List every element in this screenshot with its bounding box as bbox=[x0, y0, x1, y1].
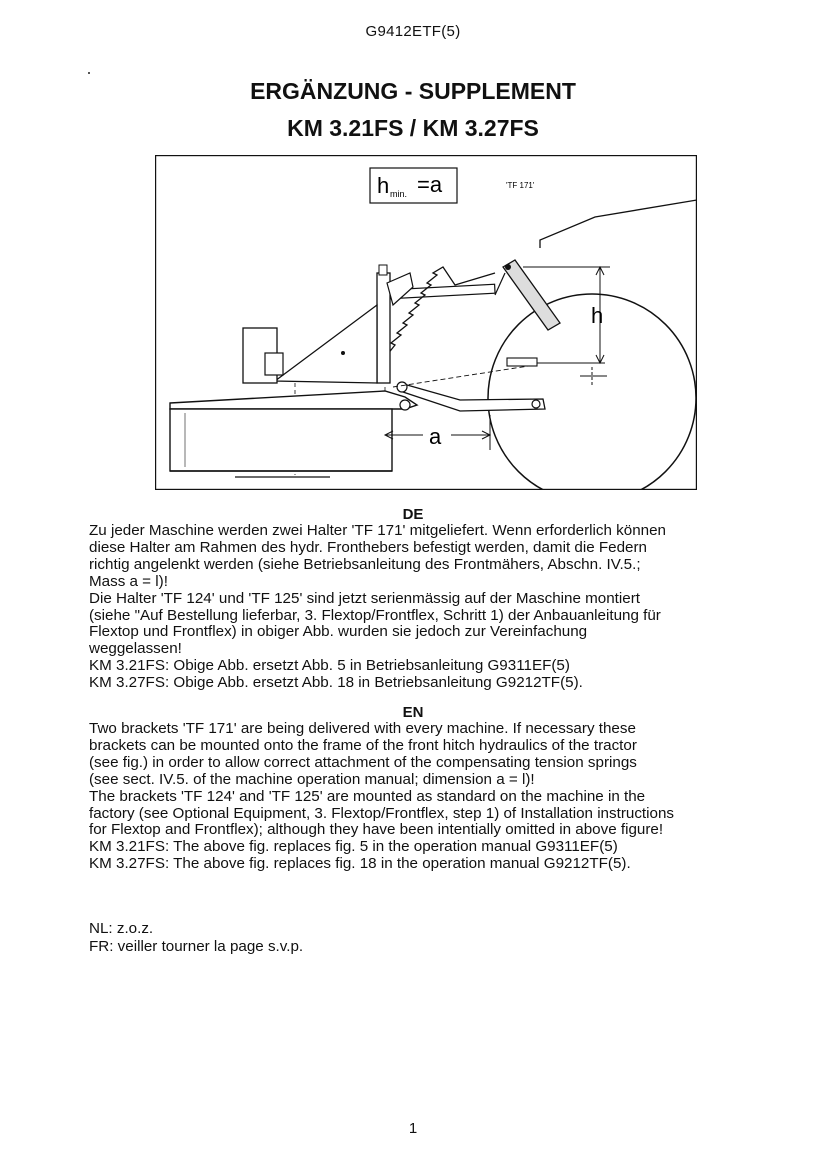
page-subtitle: KM 3.21FS / KM 3.27FS bbox=[287, 115, 539, 141]
en-line: The brackets 'TF 124' and 'TF 125' are mounted as standard on the machine in the bbox=[89, 787, 646, 805]
de-line: richtig angelenkt werden (siehe Betriebsanleitung des Frontmähers, Abschn. IV.5.; bbox=[89, 555, 641, 573]
lower-link-pin bbox=[532, 400, 540, 408]
en-line: KM 3.27FS: The above fig. replaces fig. 18 in the operation manual G9212TF(5). bbox=[89, 855, 631, 873]
page-title: ERGÄNZUNG - SUPPLEMENT bbox=[250, 78, 576, 104]
mast-plate bbox=[387, 273, 413, 305]
frame-triangle bbox=[275, 305, 377, 383]
de-line: Mass a = l)! bbox=[89, 572, 168, 590]
en-line: factory (see Optional Equipment, 3. Flextop/Frontflex, step 1) of Installation instructions bbox=[89, 804, 675, 822]
en-line: (see sect. IV.5. of the machine operation manual; dimension a = l)! bbox=[89, 770, 535, 788]
language-notes bbox=[89, 920, 303, 956]
hmin-label-sub: min. bbox=[390, 189, 408, 199]
note-nl: NL: z.o.z. bbox=[89, 920, 154, 937]
mower-diagram bbox=[155, 155, 697, 490]
german-text bbox=[89, 523, 759, 692]
frame-dot bbox=[341, 351, 345, 355]
tf171-bolt bbox=[505, 264, 511, 270]
hmin-label-h: h bbox=[377, 173, 390, 198]
dashed-link-line bbox=[393, 365, 535, 387]
a-dimension-label: a bbox=[429, 424, 442, 449]
de-line: KM 3.27FS: Obige Abb. ersetzt Abb. 18 in Betriebsanleitung G9212TF(5). bbox=[89, 674, 583, 692]
lower-link-pivot bbox=[397, 382, 407, 392]
de-line: Die Halter 'TF 124' und 'TF 125' sind jetzt serienmässig auf der Maschine montiert bbox=[89, 589, 640, 607]
scan-speck bbox=[88, 72, 90, 74]
de-line: (siehe "Auf Bestellung lieferbar, 3. Flextop/Frontflex, Schritt 1) der Anbauanleitung für bbox=[89, 606, 661, 624]
section-heading-en: EN bbox=[402, 704, 424, 721]
document-code: G9412ETF(5) bbox=[365, 23, 461, 40]
de-line: Flextop und Frontflex) in obiger Abb. wurden sie jedoch zur Vereinfachung bbox=[89, 623, 588, 641]
de-line: KM 3.21FS: Obige Abb. ersetzt Abb. 5 in Betriebsanleitung G9311EF(5) bbox=[89, 657, 570, 675]
note-fr: FR: veiller tourner la page s.v.p. bbox=[89, 938, 304, 955]
section-heading-de: DE bbox=[402, 506, 424, 523]
de-line: diese Halter am Rahmen des hydr. Fronthebers befestigt werden, damit die Federn bbox=[89, 538, 648, 556]
gearbox-cap bbox=[265, 353, 283, 375]
de-line: Zu jeder Maschine werden zwei Halter 'TF 171' mitgeliefert. Wenn erforderlich können bbox=[89, 522, 666, 539]
mower-drum bbox=[170, 409, 392, 471]
mast-top bbox=[379, 265, 387, 275]
en-line: brackets can be mounted onto the frame of the front hitch hydraulics of the tractor bbox=[89, 736, 637, 754]
lower-link bbox=[400, 383, 545, 411]
hmin-label-eq: =a bbox=[417, 172, 443, 197]
en-line: (see fig.) in order to allow correct attachment of the compensating tension springs bbox=[89, 753, 637, 771]
deck-pivot bbox=[400, 400, 410, 410]
tf171-bracket bbox=[503, 260, 560, 330]
en-line: for Flextop and Frontflex); although they have been intentially omitted in above figure! bbox=[89, 821, 664, 839]
en-line: KM 3.21FS: The above fig. replaces fig. 5 in the operation manual G9311EF(5) bbox=[89, 838, 618, 856]
en-line: Two brackets 'TF 171' are being delivered with every machine. If necessary these bbox=[89, 720, 636, 737]
de-line: weggelassen! bbox=[89, 640, 182, 658]
english-text bbox=[89, 721, 759, 873]
tf171-label: 'TF 171' bbox=[506, 181, 535, 190]
mower-attachment-figure bbox=[155, 155, 697, 490]
cylinder-link bbox=[495, 273, 505, 295]
h-dimension-label: h bbox=[591, 303, 604, 328]
mast bbox=[377, 273, 390, 383]
bracket-fitting bbox=[507, 358, 537, 366]
page-number: 1 bbox=[408, 1120, 418, 1137]
tractor-hood bbox=[540, 200, 697, 248]
mower-deck-top bbox=[170, 391, 417, 409]
